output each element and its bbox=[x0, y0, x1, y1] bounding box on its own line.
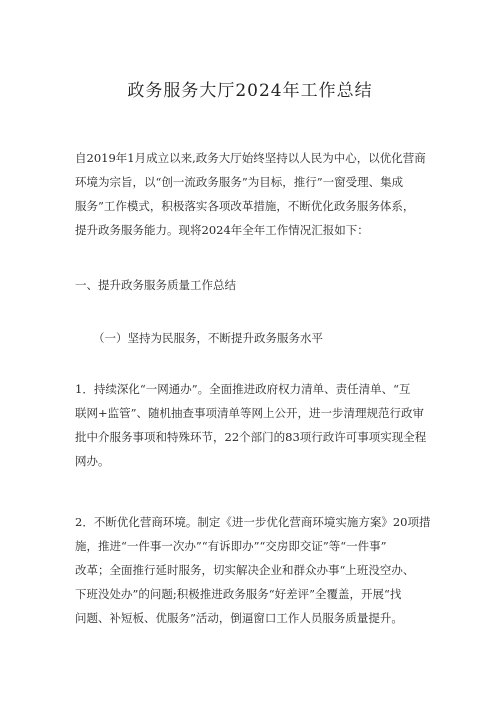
item-line: 1．持续深化“一网通办”。全面推进政府权力清单、责任清单、“互 bbox=[75, 382, 411, 396]
subsection-heading: （一）坚持为民服务，不断提升政务服务水平 bbox=[93, 331, 323, 345]
intro-paragraph bbox=[75, 146, 430, 242]
item-line: 联网+监管”、随机抽查事项清单等网上公开，进一步清理规范行政审 bbox=[75, 406, 425, 420]
item-line: 网办。 bbox=[75, 454, 110, 468]
item-line: 施，推进“一件事一次办”“有诉即办”“交房即交证”等“一件事” bbox=[75, 539, 387, 553]
intro-line: 环境为宗旨，以“创一流政务服务”为目标，推行”一窗受理、集成 bbox=[75, 175, 404, 189]
document-title: 政务服务大厅2024年工作总结 bbox=[127, 81, 373, 101]
item-1-paragraph bbox=[75, 377, 430, 473]
intro-line: 提升政务服务能力。现将2024年全年工作情况汇报如下： bbox=[75, 223, 369, 237]
item-line: 下班没处办”的问题;积极推进政务服务“好差评”全覆盖，开展“找 bbox=[75, 587, 402, 601]
item-line: 问题、补短板、优服务”活动，倒逼窗口工作人员服务质量提升。 bbox=[75, 611, 403, 625]
intro-line: 服务”工作模式，积极落实各项改革措施，不断优化政务服务体系， bbox=[75, 199, 415, 213]
intro-line: 自2019年1月成立以来,政务大厅始终坚持以人民为中心，以优化营商 bbox=[75, 151, 426, 165]
item-line: 批中介服务事项和特殊环节，22个部门的83项行政许可事项实现全程 bbox=[75, 430, 427, 444]
section-heading: 一、提升政务服务质量工作总结 bbox=[75, 278, 236, 292]
item-line: 2．不断优化营商环境。制定《进一步优化营商环境实施方案》20项措 bbox=[75, 515, 431, 529]
item-2-paragraph bbox=[75, 510, 430, 630]
item-line: 改革；全面推行延时服务，切实解决企业和群众办事“上班没空办、 bbox=[75, 563, 415, 577]
